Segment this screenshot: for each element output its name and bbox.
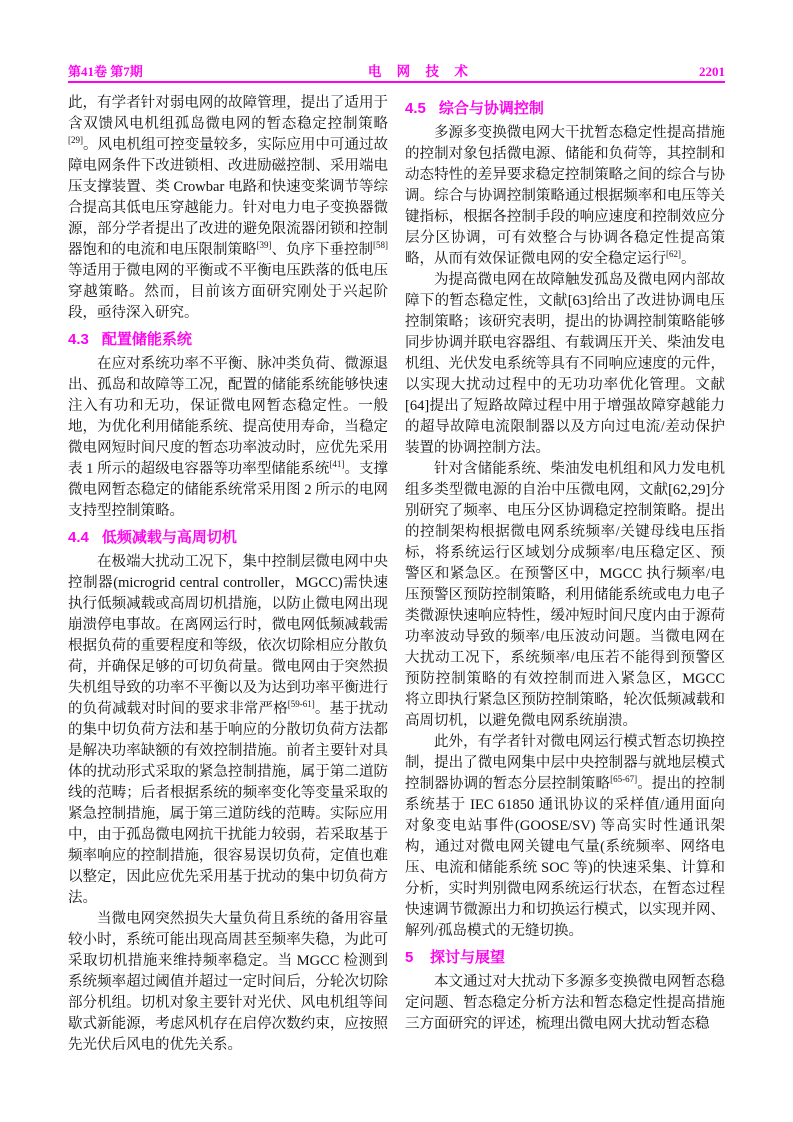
citation-superscript: [39] [256, 240, 272, 251]
body-text: 本文通过对大扰动下多源多变换微电网暂态稳定问题、暂态稳定分析方法和暂态稳定性提高措施三方面研究的评述，梳理出微电网大扰动暂态稳 [405, 974, 725, 1032]
header-rule [68, 81, 725, 83]
paragraph [405, 732, 725, 942]
body-text: 在应对系统功率不平衡、脉冲类负荷、微源退出、孤岛和故障等工况，配置的储能系统能够快速注入有功和无功，保证微电网暂态稳定性。一般地，为优化利用储能系统、提高使用寿命，当稳定微电网短时间尺度的暂态功率波动时，应优先采用表 1 所示的超级电容器等功率型储能系统 [68, 356, 388, 477]
body-text: 针对含储能系统、柴油发电机组和风力发电机组多类型微电源的自治中压微电网，文献[62,29]分别研究了频率、电压分区协调稳定控制策略。提出的控制架构根据微电网系统频率/关键母线电压指标，将系统运行区域划分成频率/电压稳定区、预警区和紧急区。在预警区中，MGCC 执行频率/电压预警区预防控制策略，利用储能系统或电力电子类微源快速响应特性，缓冲短时间尺度内由于源荷功率波动导致的频率/电压波动问题。当微电网在大扰动工况下，系统频率/电压若不能得到预警区预防控制策略的有效控制而进入紧急区，MGCC 将立即执行紧急区预防控制策略，轮次低频减载和高周切机，以避免微电网系统崩溃。 [405, 461, 725, 729]
citation-superscript: [62] [666, 249, 681, 260]
section-number: 4.3 [68, 331, 89, 348]
body-text: 。 [681, 251, 696, 267]
section-heading [68, 527, 388, 548]
section-title: 探讨与展望 [430, 949, 506, 966]
body-text: 为提高微电网在故障触发孤岛及微电网内部故障下的暂态稳定性，文献[63]给出了改进协调电压控制策略；该研究表明，提出的协调控制策略能够同步协调并联电容器组、有载调压开关、柴油发电机组、光伏发电系统等具有不同响应速度的元件，以实现大扰动过程中的无功功率优化管理。文献[64]提出了短路故障过程中用于增强故障穿越能力的超导故障电流限制器以及方向过电流/差动保护装置的协调控制方法。 [405, 272, 725, 456]
paragraph [405, 972, 725, 1035]
citation-superscript: [59-61] [287, 699, 315, 710]
body-text: 等适用于微电网的平衡或不平衡电压跌落的低电压穿越策略。然而，目前该方面研究刚处于兴起阶段，亟待深入研究。 [68, 263, 388, 321]
body-text: 多源多变换微电网大干扰暂态稳定性提高措施的控制对象包括微电源、储能和负荷等，其控制和动态特性的差异要求稳定控制策略之间的综合与协调。综合与协调控制策略通过根据频率和电压等关键指标，根据各控制手段的响应速度和控制效应分层分区协调，可有效整合与协调各稳定性提高策略，从而有效保证微电网的安全稳定运行 [405, 125, 725, 267]
body-text: 当微电网突然损失大量负荷且系统的备用容量较小时，系统可能出现高周甚至频率失稳，为此可采取切机措施来维持频率稳定。当 MGCC 检测到系统频率超过阈值并超过一定时间后，分轮次切除部分机组。切机对象主要针对光伏、风电机组等间歇式新能源，考虑风机存在启停次数约束，应按照先光伏后风电的优先关系。 [68, 911, 388, 1053]
paragraph [68, 93, 388, 324]
section-number: 4.4 [68, 529, 89, 546]
right-column [405, 93, 725, 1056]
body-text: 此外，有学者针对微电网运行模式暂态切换控制，提出了微电网集中层中央控制器与就地层模式控制器协调的暂态分层控制策略 [405, 734, 725, 792]
citation-superscript: [41] [329, 459, 345, 470]
paragraph [405, 270, 725, 459]
citation-superscript: [58] [373, 240, 388, 251]
body-text: 此，有学者针对弱电网的故障管理，提出了适用于含双馈风电机组孤岛微电网的暂态稳定控制策略 [68, 95, 388, 132]
paragraph [68, 909, 388, 1056]
page-header [68, 60, 725, 80]
section-title: 低频减载与高周切机 [101, 529, 237, 546]
section-heading [68, 329, 388, 350]
body-text: 。提出的控制系统基于 IEC 61850 通讯协议的采样值/通用面向对象变电站事件(GOOSE/SV) 等高实时性通讯架构，通过对微电网关键电气量(系统频率、网络电压、电流和储能系统 SOC 等)的快速采集、计算和分析，实时判别微电网系统运行状态，在暂态过程快速调节微源出力和切换运行模式，以实现并网、解列/孤岛模式的无缝切换。 [405, 776, 726, 939]
paragraph [405, 123, 725, 270]
citation-superscript: [65-67] [610, 774, 638, 785]
section-number: 5 [405, 949, 414, 966]
left-column [68, 93, 388, 1056]
section-title: 配置储能系统 [101, 331, 192, 348]
body-text: 。基于扰动的集中切负荷方法和基于响应的分散切负荷方法都是解决功率缺额的有效控制措施。前者主要针对具体的扰动形式采取的紧急控制措施，属于第二道防线的范畴；后者根据系统的频率变化等变量采取的紧急控制措施，属于第三道防线的范畴。实际应用中，由于孤岛微电网抗干扰能力较弱，若采取基于频率响应的控制措施，很容易误切负荷，定值也难以整定，因此应优先采用基于扰动的集中切负荷方法。 [68, 701, 388, 906]
volume-issue-label: 第41卷 第7期 [68, 64, 143, 79]
body-text: 在极端大扰动工况下，集中控制层微电网中央控制器(microgrid central controller，MGCC)需快速执行低频减载或高周切机措施，以防止微电网出现崩溃停电事故。在离网运行时，微电网低频减载需根据负荷的重要程度和等级，依次切除相应分散负荷，并确保足够的可切负荷量。微电网由于突然损失机组导致的功率不平衡以及为达到功率平衡进行的负荷减载对时间的要求非常严格 [68, 554, 388, 717]
citation-superscript: [29] [68, 135, 83, 146]
section-title: 综合与协调控制 [438, 100, 544, 117]
section-heading [405, 98, 725, 119]
body-text: 、负序下垂控制 [271, 242, 373, 258]
journal-title: 电 网 技 术 [367, 64, 474, 79]
section-heading [405, 947, 725, 968]
two-column-body [68, 93, 725, 1056]
body-text: 。风电机组可控变量较多，实际应用中可通过故障电网条件下改进锁相、改进励磁控制、采用端电压支撑装置、类 Crowbar 电路和快速变桨调节等综合提高其低电压穿越能力。针对电力电子变换器微源，部分学者提出了改进的避免限流器闭锁和控制器饱和的电流和电压限制策略 [68, 137, 388, 258]
body-text: 。支撑微电网暂态稳定的储能系统常采用图 2 所示的电网支持型控制策略。 [68, 461, 389, 519]
paragraph [405, 459, 725, 732]
page-number: 2201 [698, 64, 725, 79]
section-number: 4.5 [405, 100, 426, 117]
paragraph [68, 552, 388, 909]
paragraph [68, 354, 388, 522]
